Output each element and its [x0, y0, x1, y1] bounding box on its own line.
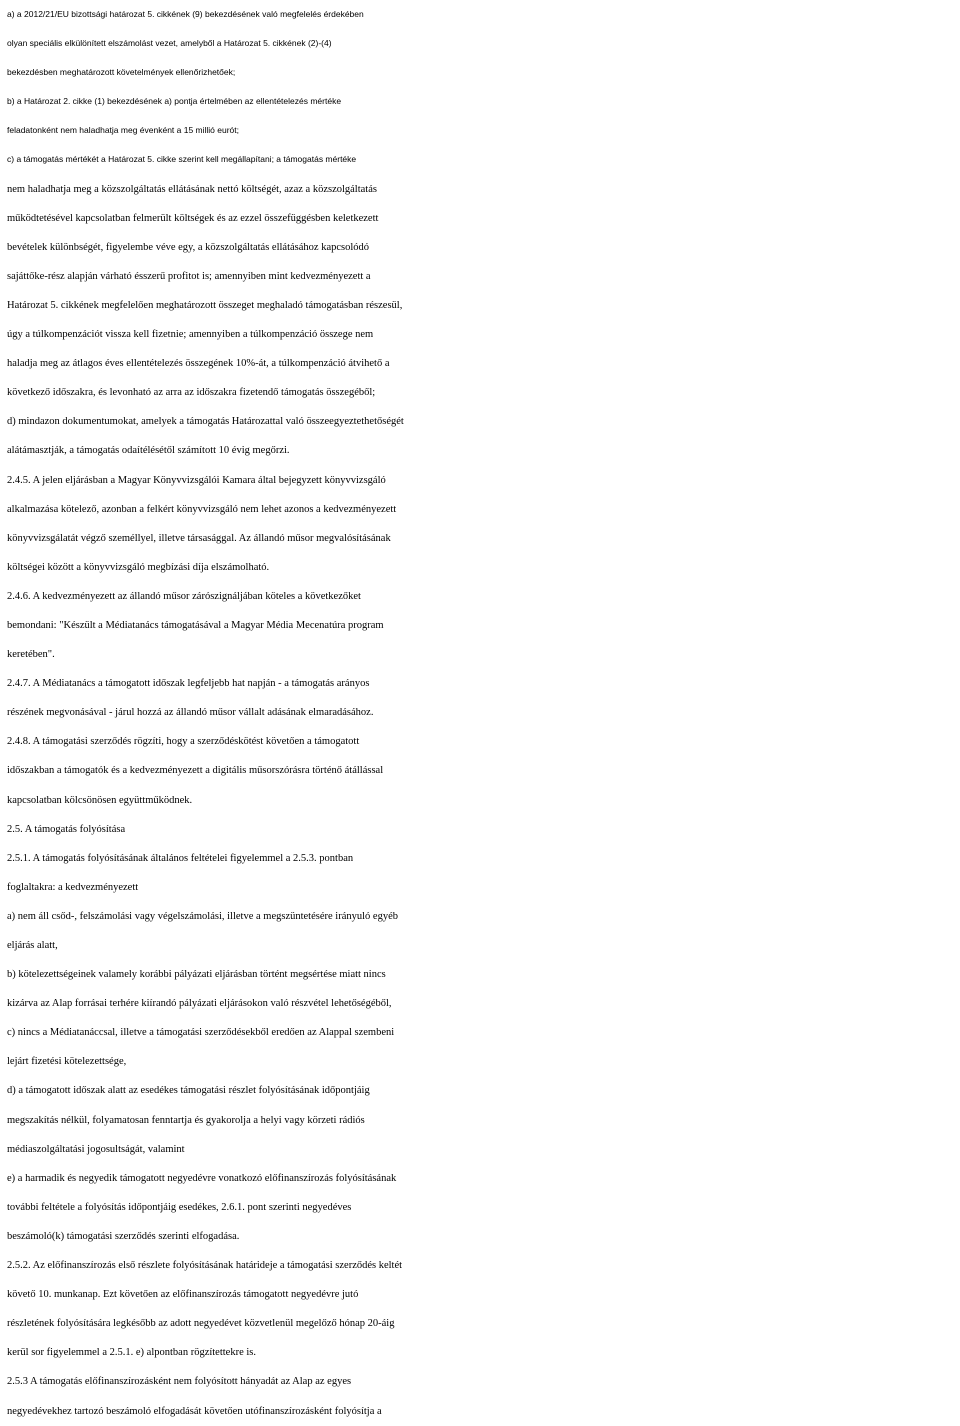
- text-line: kizárva az Alap forrásai terhére kiírandó pályázati eljárásokon való részvétel lehetőségéből,: [7, 998, 392, 1010]
- text-line: könyvvizsgálatát végző személlyel, illetve társasággal. Az állandó műsor megvalósításának: [7, 532, 391, 544]
- text-line: c) a támogatás mértékét a Határozat 5. cikke szerint kell megállapítani; a támogatás mértéke: [7, 154, 357, 165]
- text-line: d) a támogatott időszak alatt az esedékes támogatási részlet folyósításának időpontjáig: [7, 1085, 370, 1097]
- text-line: keretében".: [7, 649, 55, 661]
- text-line: c) nincs a Médiatanáccsal, illetve a támogatási szerződésekből eredően az Alappal szembeni: [7, 1027, 395, 1039]
- text-line: időszakban a támogatók és a kedvezményezett a digitális műsorszórásra történő átállással: [7, 765, 384, 777]
- text-line: olyan speciális elkülönített elszámolást vezet, amelyből a Határozat 5. cikkének (2)-(4): [7, 38, 332, 49]
- text-line: 2.5. A támogatás folyósítása: [7, 823, 126, 835]
- text-line: 2.4.5. A jelen eljárásban a Magyar Könyvvizsgálói Kamara által bejegyzett könyvvizsgáló: [7, 474, 386, 486]
- text-line: 2.5.3 A támogatás előfinanszírozásként nem folyósított hányadát az Alap az egyes: [7, 1376, 352, 1388]
- document-page: [7, 0, 957, 1426]
- text-line: médiaszolgáltatási jogosultságát, valamint: [7, 1143, 185, 1155]
- text-line: haladja meg az átlagos éves ellentételezés összegének 10%-át, a túlkompenzáció átvihető a: [7, 358, 390, 370]
- text-line: eljárás alatt,: [7, 940, 58, 951]
- text-line: Határozat 5. cikkének megfelelően meghatározott összeget meghaladó támogatásban részesül,: [7, 299, 403, 311]
- text-line: alkalmazása kötelező, azonban a felkért könyvvizsgáló nem lehet azonos a kedvezményezett: [7, 503, 397, 515]
- text-line: foglaltakra: a kedvezményezett: [7, 881, 139, 893]
- text-line: 2.4.7. A Médiatanács a támogatott időszak legfeljebb hat napján - a támogatás arányos: [7, 678, 370, 690]
- text-line: b) kötelezettségeinek valamely korábbi pályázati eljárásban történt megsértése miatt nincs: [7, 969, 386, 981]
- text-line: következő időszakra, és levonható az arra az időszakra fizetendő támogatás összegéből;: [7, 387, 376, 399]
- text-line: alátámasztják, a támogatás odaítélésétől számított 10 évig megőrzi.: [7, 445, 290, 457]
- text-line: a) nem áll csőd-, felszámolási vagy végelszámolási, illetve a megszüntetésére irányuló egyéb: [7, 910, 398, 922]
- text-line: 2.4.6. A kedvezményezett az állandó műsor zárószignáljában köteles a következőket: [7, 590, 361, 602]
- text-line: 2.5.1. A támogatás folyósításának általános feltételei figyelemmel a 2.5.3. pontban: [7, 852, 354, 864]
- text-line: kapcsolatban kölcsönösen együttműködnek.: [7, 794, 193, 806]
- text-line: b) a Határozat 2. cikke (1) bekezdésének a) pontja értelmében az ellentételezés mértéke: [7, 96, 342, 107]
- text-line: feladatonként nem haladhatja meg évenként a 15 millió eurót;: [7, 125, 240, 136]
- text-line: beszámoló(k) támogatási szerződés szerinti elfogadása.: [7, 1230, 240, 1242]
- text-line: lejárt fizetési kötelezettsége,: [7, 1056, 127, 1068]
- text-line: d) mindazon dokumentumokat, amelyek a támogatás Határozattal való összeegyeztethetőségét: [7, 416, 404, 428]
- text-line: megszakítás nélkül, folyamatosan fenntartja és gyakorolja a helyi vagy körzeti rádiós: [7, 1114, 365, 1126]
- text-line: további feltétele a folyósítás időpontjáig esedékes, 2.6.1. pont szerinti negyedéves: [7, 1201, 352, 1213]
- text-line: költségei között a könyvvizsgáló megbízási díja elszámolható.: [7, 561, 270, 573]
- text-line: e) a harmadik és negyedik támogatott negyedévre vonatkozó előfinanszírozás folyósításának: [7, 1172, 397, 1184]
- text-line: nem haladhatja meg a közszolgáltatás ellátásának nettó költségét, azaz a közszolgáltatás: [7, 183, 377, 195]
- text-line: úgy a túlkompenzációt vissza kell fizetnie; amennyiben a túlkompenzáció összege nem: [7, 329, 374, 341]
- text-line: 2.4.8. A támogatási szerződés rögzíti, hogy a szerződéskötést követően a támogatott: [7, 736, 360, 748]
- text-line: a) a 2012/21/EU bizottsági határozat 5. cikkének (9) bekezdésének való megfelelés érdekében: [7, 9, 364, 19]
- text-line: negyedévekhez tartozó beszámoló elfogadását követően utófinanszírozásként folyósítja a: [7, 1405, 382, 1417]
- text-line: bevételek különbségét, figyelembe véve egy, a közszolgáltatás ellátásához kapcsolódó: [7, 241, 370, 253]
- text-line: sajáttőke-rész alapján várható ésszerű profitot is; amennyiben mint kedvezményezett a: [7, 270, 371, 282]
- text-line: kerül sor figyelemmel a 2.5.1. e) alpontban rögzítettekre is.: [7, 1347, 257, 1359]
- text-line: bekezdésben meghatározott követelmények ellenőrizhetőek;: [7, 67, 236, 78]
- text-line: részének megvonásával - járul hozzá az állandó műsor vállalt adásának elmaradásához.: [7, 707, 374, 719]
- text-line: működtetésével kapcsolatban felmerült költségek és az ezzel összefüggésben keletkezett: [7, 212, 379, 224]
- text-line: bemondani: "Készült a Médiatanács támogatásával a Magyar Média Mecenatúra program: [7, 619, 384, 631]
- text-line: részletének folyósítására legkésőbb az adott negyedévet közvetlenül megelőző hónap 20-áig: [7, 1318, 395, 1330]
- text-line: 2.5.2. Az előfinanszírozás első részlete folyósításának határideje a támogatási szerződés keltét: [7, 1260, 403, 1272]
- text-line: követő 10. munkanap. Ezt követően az előfinanszírozás támogatott negyedévre jutó: [7, 1289, 359, 1301]
